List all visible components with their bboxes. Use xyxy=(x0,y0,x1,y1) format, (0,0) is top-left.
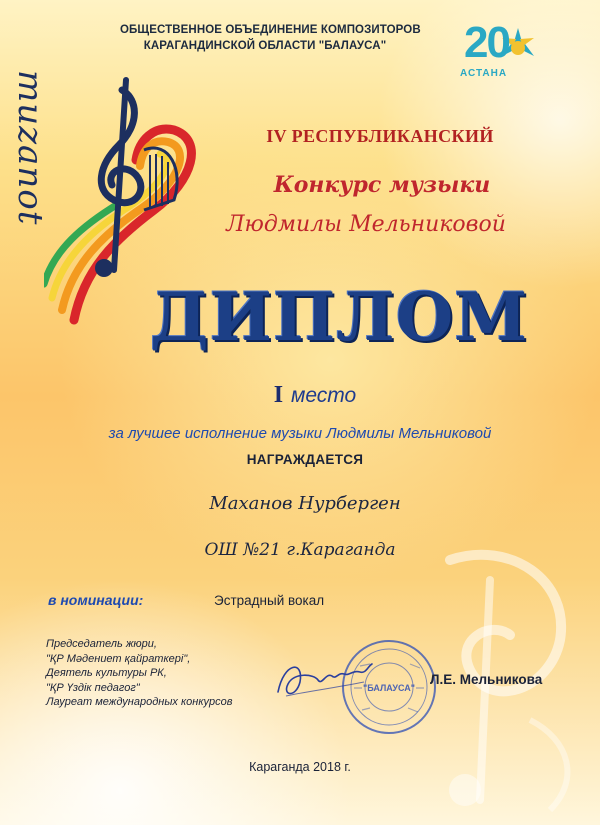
competition-name-line-2: Людмилы Мельниковой xyxy=(226,212,506,237)
chair-line-2: "ҚР Мәдениет қайраткері", xyxy=(46,652,191,665)
chair-line-1: Председатель жюри, xyxy=(46,638,157,650)
anniversary-city: АСТАНА xyxy=(460,68,508,79)
stamp-text: "БАЛАУСА" xyxy=(362,683,416,693)
chair-line-4: "ҚР Үздік педагог" xyxy=(46,681,140,694)
recipient-school: ОШ №21 г.Караганда xyxy=(204,540,396,560)
anniversary-number: 20 xyxy=(464,18,509,67)
recipient-name: Маханов Нурберген xyxy=(209,493,401,514)
chair-line-5: Лауреат международных конкурсов xyxy=(46,696,233,708)
organization-line-2: КАРАГАНДИНСКОЙ ОБЛАСТИ "БАЛАУСА" xyxy=(143,40,387,52)
nomination-value: Эстрадный вокал xyxy=(214,593,325,608)
astana-20-logo xyxy=(454,20,538,82)
place-awarded xyxy=(255,382,375,409)
awarded-label: НАГРАЖДАЕТСЯ xyxy=(246,452,364,467)
place-and-date: Караганда 2018 г. xyxy=(249,760,351,774)
nomination-label: в номинации: xyxy=(48,592,144,608)
handwritten-signature xyxy=(274,652,374,702)
competition-edition: IV РЕСПУБЛИКАНСКИЙ xyxy=(266,126,494,146)
organization-line-1: ОБЩЕСТВЕННОЕ ОБЪЕДИНЕНИЕ КОМПОЗИТОРОВ xyxy=(120,24,421,36)
award-reason: за лучшее исполнение музыки Людмилы Мельниковой xyxy=(108,425,492,442)
organization-header xyxy=(120,22,421,54)
signer-name: Л.Е. Мельникова xyxy=(430,672,543,687)
chair-line-3: Деятель культуры РК, xyxy=(46,667,167,679)
place-number: I xyxy=(273,382,284,408)
competition-name-line-1: Конкурс музыки xyxy=(273,172,491,198)
diploma-title: ДИПЛОМ xyxy=(150,278,529,356)
brand-text: muzanot xyxy=(10,70,50,226)
treble-clef-icon xyxy=(95,80,141,277)
place-word: место xyxy=(290,384,357,407)
jury-chair-credentials xyxy=(46,637,306,710)
